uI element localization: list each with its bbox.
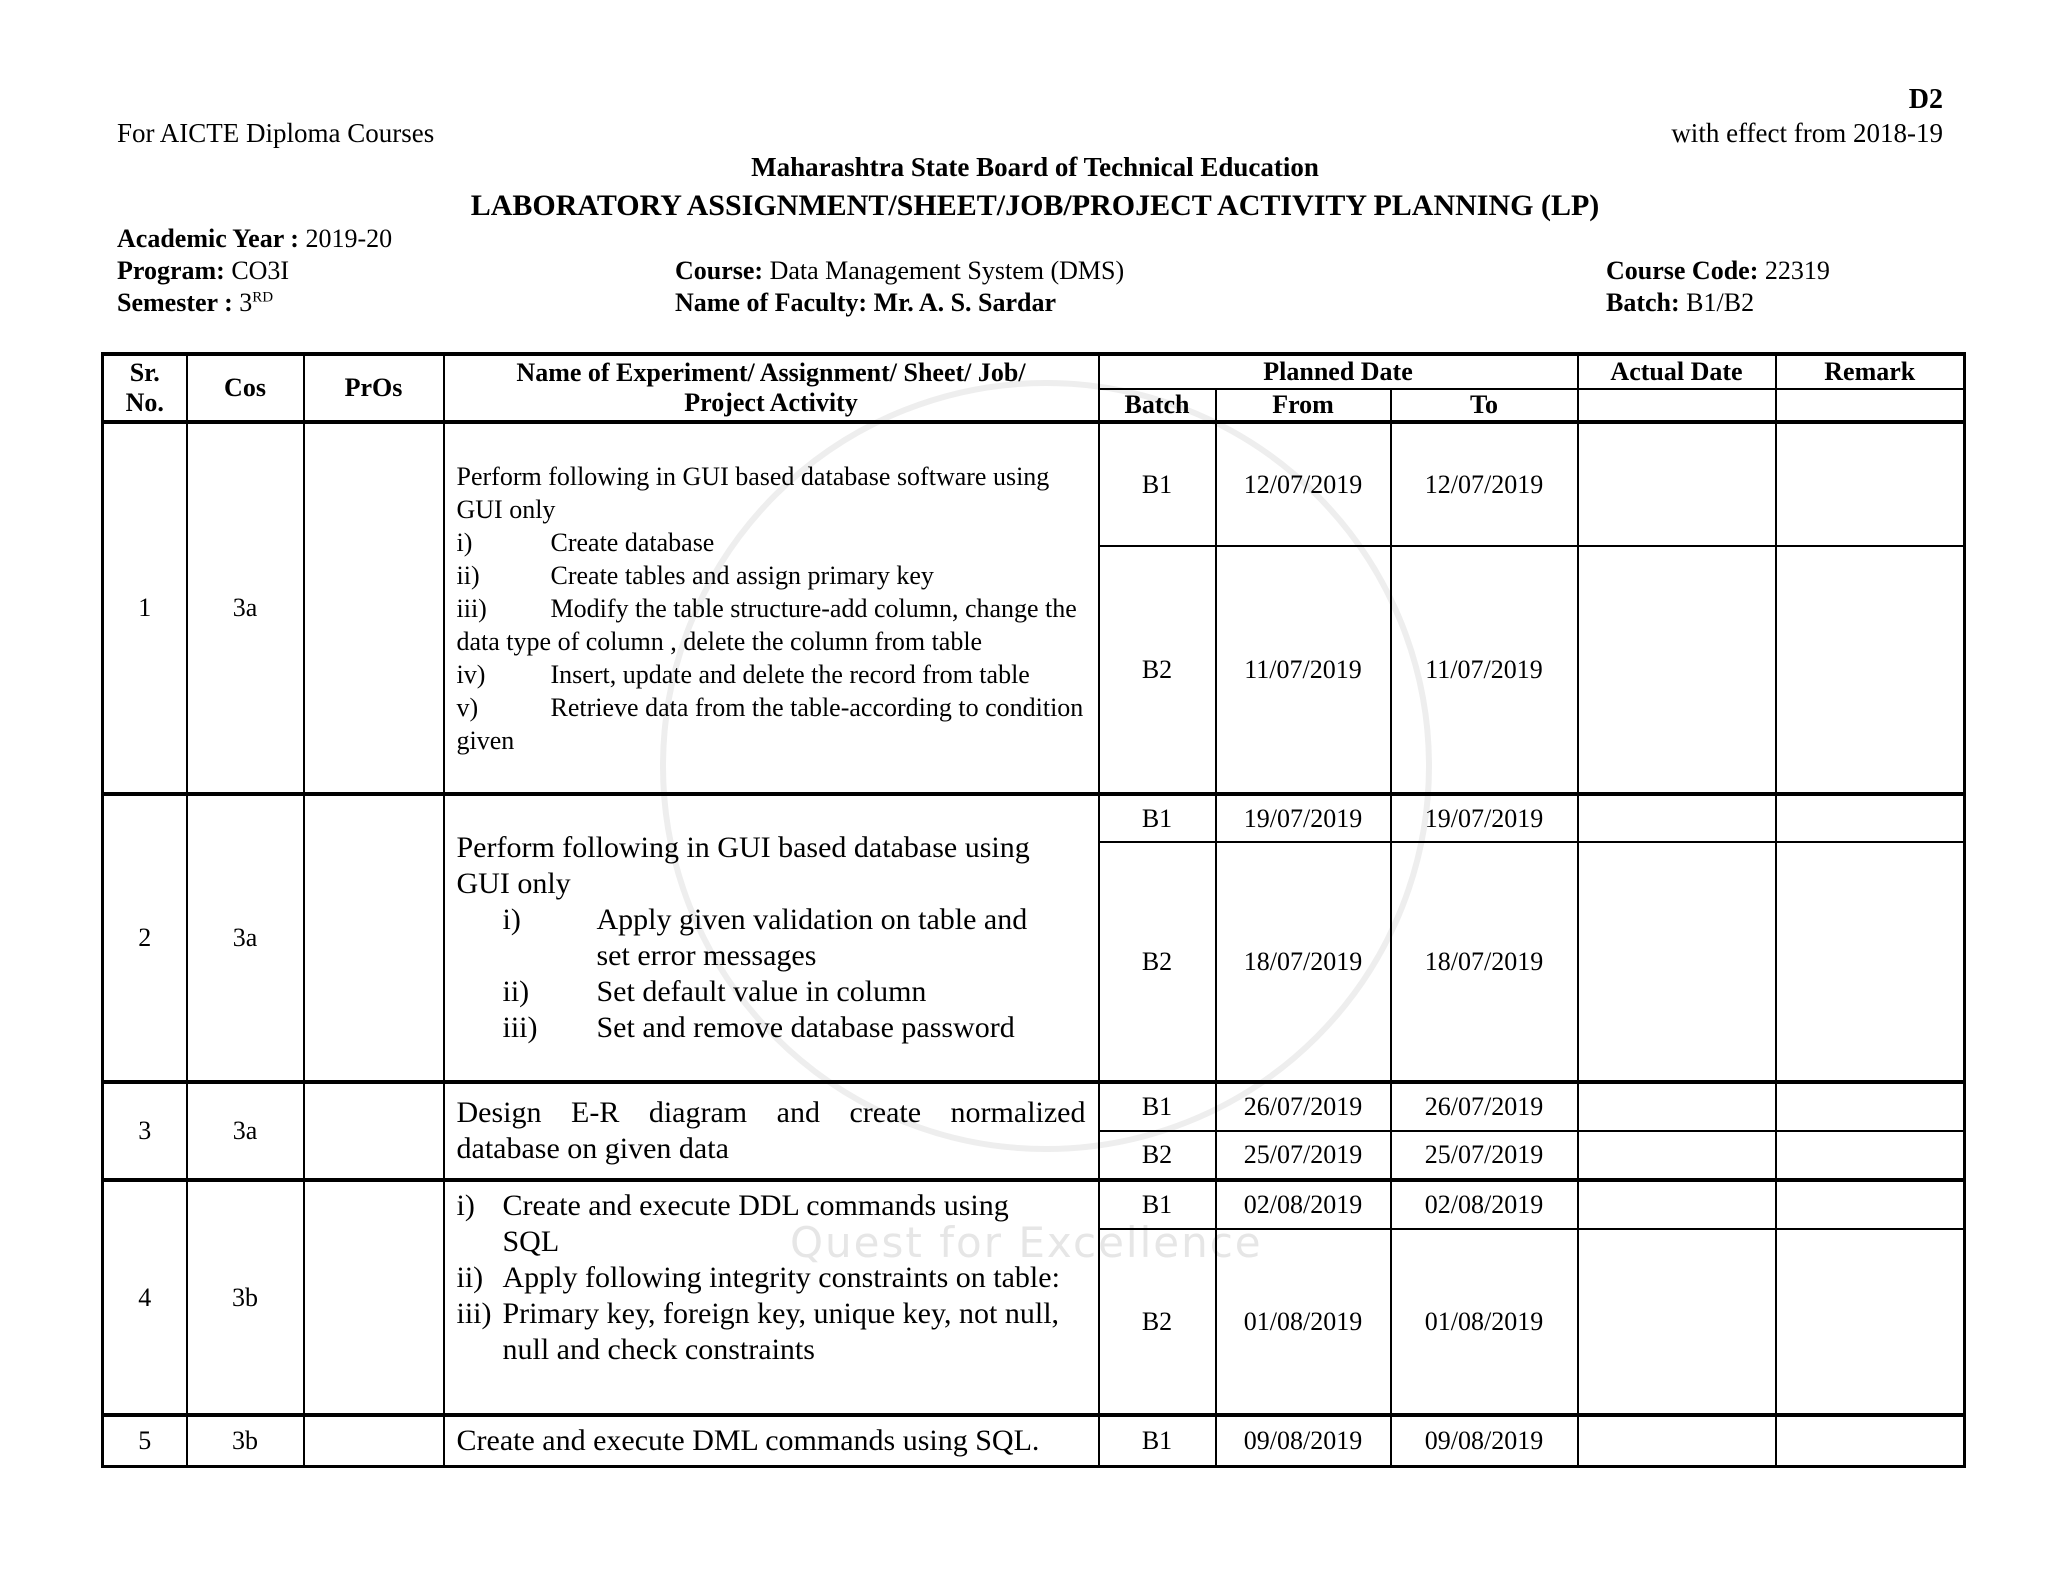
academic-year-value: 2019-20	[305, 224, 393, 253]
semester-suffix: RD	[252, 289, 274, 306]
actual-date-cell	[1578, 422, 1776, 546]
header-from: From	[1216, 389, 1391, 422]
batch-value: B1/B2	[1686, 288, 1755, 317]
course	[675, 256, 1124, 286]
semester-value: 3	[239, 288, 253, 317]
activity-cell: Create and execute DML commands using SQL.	[444, 1415, 1099, 1467]
batch-cell: B1	[1099, 794, 1216, 842]
to-date-cell: 25/07/2019	[1391, 1131, 1578, 1180]
course-label: Course:	[675, 256, 764, 285]
sr-cell: 2	[103, 794, 187, 1082]
actual-date-cell	[1578, 1180, 1776, 1229]
header-batch: Batch	[1099, 389, 1216, 422]
pros-cell	[304, 1415, 444, 1467]
cos-cell: 3a	[187, 794, 304, 1082]
to-date-cell: 02/08/2019	[1391, 1180, 1578, 1229]
header-left-text: For AICTE Diploma Courses	[117, 118, 435, 148]
from-date-cell: 11/07/2019	[1216, 546, 1391, 794]
to-date-cell: 19/07/2019	[1391, 794, 1578, 842]
academic-year-label: Academic Year :	[117, 224, 299, 253]
header-remark-blank	[1776, 389, 1965, 422]
activity-cell: Perform following in GUI based database using GUI only i) Apply given validation on table and set error messages ii) Set default value in column iii) Set and remove database password	[444, 794, 1099, 1082]
actual-date-cell	[1578, 842, 1776, 1082]
course-value: Data Management System (DMS)	[769, 256, 1125, 285]
to-date-cell: 12/07/2019	[1391, 422, 1578, 546]
actual-date-cell	[1578, 1082, 1776, 1131]
to-date-cell: 26/07/2019	[1391, 1082, 1578, 1131]
remark-cell	[1776, 1082, 1965, 1131]
actual-date-cell	[1578, 546, 1776, 794]
remark-cell	[1776, 1180, 1965, 1229]
program	[117, 256, 289, 286]
batch-cell: B1	[1099, 1415, 1216, 1467]
actual-date-cell	[1578, 1229, 1776, 1415]
remark-cell	[1776, 842, 1965, 1082]
actual-date-cell	[1578, 1415, 1776, 1467]
pros-cell	[304, 1082, 444, 1180]
sr-cell: 4	[103, 1180, 187, 1415]
header-sr-no: Sr. No.	[103, 354, 187, 422]
from-date-cell: 19/07/2019	[1216, 794, 1391, 842]
to-date-cell: 11/07/2019	[1391, 546, 1578, 794]
cos-cell: 3a	[187, 422, 304, 794]
header-right-text: with effect from 2018-19	[1671, 118, 1943, 148]
to-date-cell: 01/08/2019	[1391, 1229, 1578, 1415]
from-date-cell: 01/08/2019	[1216, 1229, 1391, 1415]
batch-cell: B1	[1099, 1082, 1216, 1131]
table-row	[103, 794, 1965, 842]
activity-cell: Design E-R diagram and create normalized database on given data	[444, 1082, 1099, 1180]
to-date-cell: 09/08/2019	[1391, 1415, 1578, 1467]
sr-cell: 1	[103, 422, 187, 794]
semester	[117, 288, 273, 318]
faculty-label: Name of Faculty:	[675, 288, 868, 317]
batch-info	[1606, 288, 1754, 318]
semester-label: Semester :	[117, 288, 233, 317]
from-date-cell: 18/07/2019	[1216, 842, 1391, 1082]
table-row	[103, 1082, 1965, 1131]
batch-cell: B1	[1099, 422, 1216, 546]
sr-cell: 5	[103, 1415, 187, 1467]
batch-cell: B1	[1099, 1180, 1216, 1229]
watermark-text: Quest for Excellence	[790, 1218, 1263, 1267]
page-title: LABORATORY ASSIGNMENT/SHEET/JOB/PROJECT ACTIVITY PLANNING (LP)	[470, 189, 1600, 222]
sr-cell: 3	[103, 1082, 187, 1180]
batch-cell: B2	[1099, 1131, 1216, 1180]
from-date-cell: 26/07/2019	[1216, 1082, 1391, 1131]
header-activity: Name of Experiment/ Assignment/ Sheet/ Job/ Project Activity	[444, 354, 1099, 422]
header-remark: Remark	[1776, 354, 1965, 389]
header-to: To	[1391, 389, 1578, 422]
from-date-cell: 25/07/2019	[1216, 1131, 1391, 1180]
planning-table	[101, 352, 1966, 1468]
remark-cell	[1776, 1131, 1965, 1180]
board-name: Maharashtra State Board of Technical Education	[751, 152, 1319, 182]
course-code	[1606, 256, 1830, 286]
remark-cell	[1776, 1229, 1965, 1415]
document-code: D2	[1908, 84, 1943, 115]
actual-date-cell	[1578, 1131, 1776, 1180]
from-date-cell: 02/08/2019	[1216, 1180, 1391, 1229]
course-code-label: Course Code:	[1606, 256, 1759, 285]
pros-cell	[304, 794, 444, 1082]
faculty-value: Mr. A. S. Sardar	[873, 288, 1057, 317]
cos-cell: 3a	[187, 1082, 304, 1180]
header-actual-blank	[1578, 389, 1776, 422]
actual-date-cell	[1578, 794, 1776, 842]
table-row	[103, 1180, 1965, 1229]
academic-year	[117, 224, 392, 254]
header-planned-date: Planned Date	[1099, 354, 1578, 389]
activity-cell: i) Create and execute DDL commands using SQL ii) Apply following integrity constraints on table: iii) Primary key, foreign key, unique key, not null, null and check constraints	[444, 1180, 1099, 1415]
from-date-cell: 12/07/2019	[1216, 422, 1391, 546]
course-code-value: 22319	[1764, 256, 1830, 285]
header-actual-date: Actual Date	[1578, 354, 1776, 389]
program-label: Program:	[117, 256, 225, 285]
cos-cell: 3b	[187, 1180, 304, 1415]
remark-cell	[1776, 794, 1965, 842]
activity-cell: Perform following in GUI based database software using GUI only i) Create database ii) Create tables and assign primary key iii) Modify the table structure-add column, change the data type of column , delete the column from table iv) Insert, update and delete the record from table v) Retrieve data from the table-according to condition given	[444, 422, 1099, 794]
remark-cell	[1776, 546, 1965, 794]
pros-cell	[304, 422, 444, 794]
header-cos: Cos	[187, 354, 304, 422]
pros-cell	[304, 1180, 444, 1415]
faculty	[675, 288, 1056, 318]
remark-cell	[1776, 422, 1965, 546]
cos-cell: 3b	[187, 1415, 304, 1467]
batch-cell: B2	[1099, 842, 1216, 1082]
from-date-cell: 09/08/2019	[1216, 1415, 1391, 1467]
to-date-cell: 18/07/2019	[1391, 842, 1578, 1082]
table-row	[103, 1415, 1965, 1467]
table-row	[103, 422, 1965, 546]
header-pros: PrOs	[304, 354, 444, 422]
remark-cell	[1776, 1415, 1965, 1467]
batch-label: Batch:	[1606, 288, 1680, 317]
batch-cell: B2	[1099, 1229, 1216, 1415]
batch-cell: B2	[1099, 546, 1216, 794]
program-value: CO3I	[231, 256, 290, 285]
